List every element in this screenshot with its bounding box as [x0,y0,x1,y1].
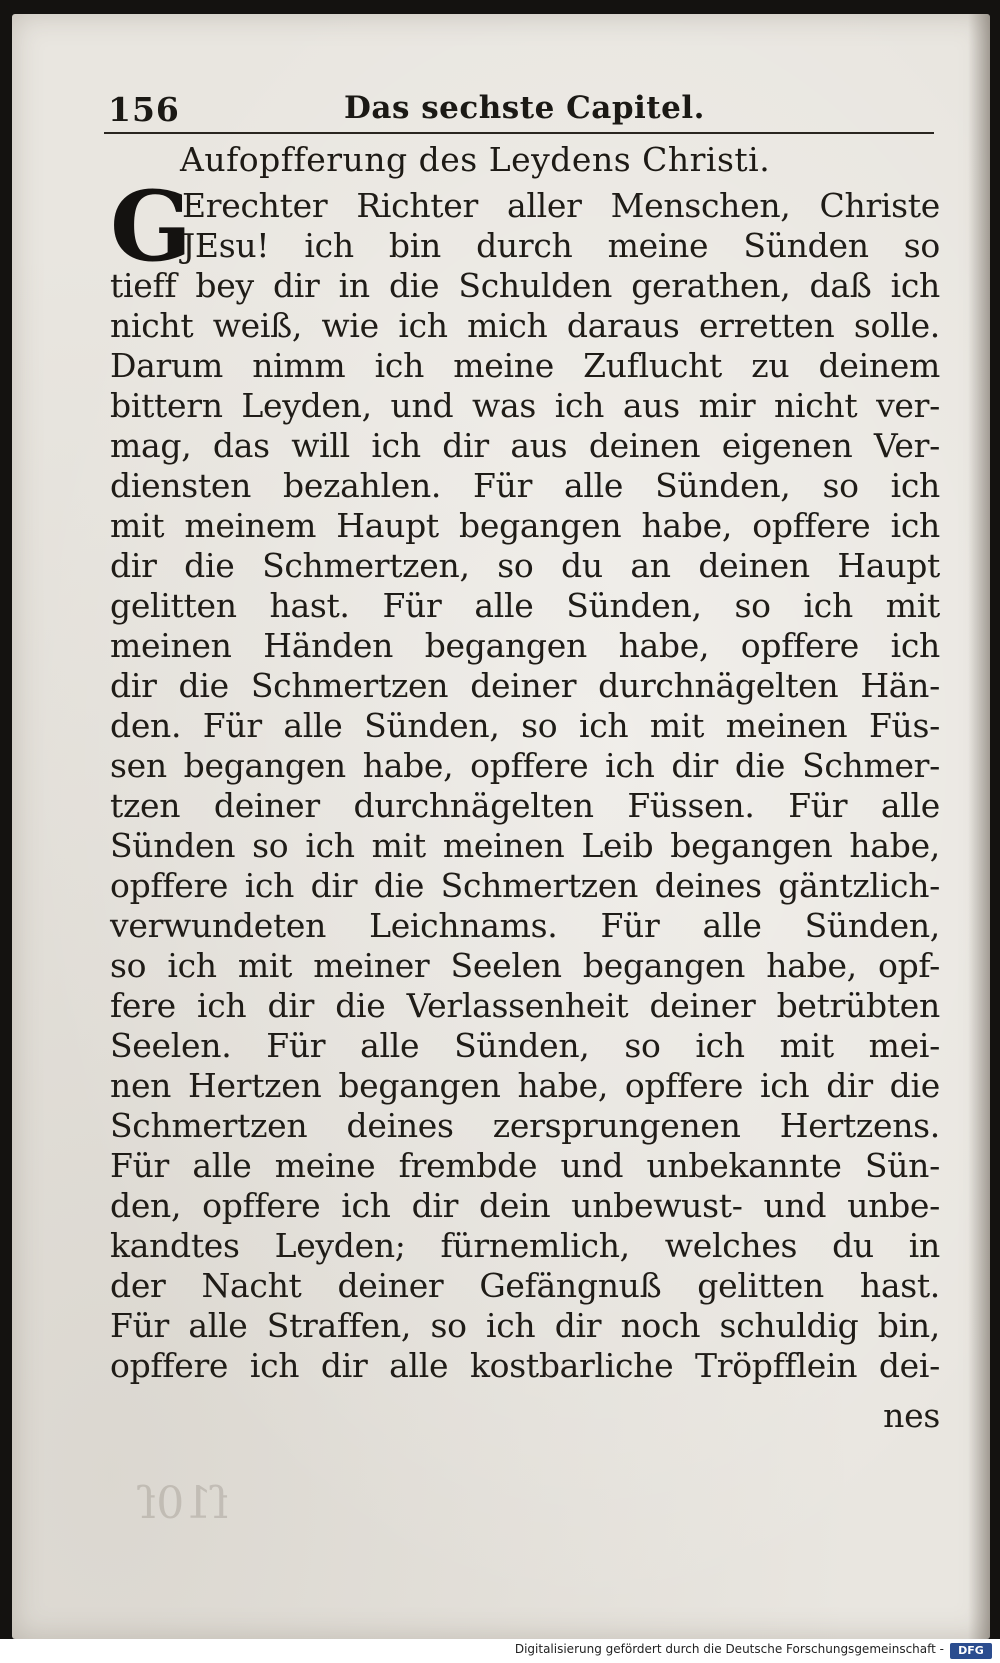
text-line: diensten bezahlen. Für alle Sünden, so ich [110,466,940,505]
text-line: fere ich dir die Verlassenheit deiner betrübten [110,986,940,1025]
drop-cap: G [110,170,192,283]
text-line: den. Für alle Sünden, so ich mit meinen Füs- [110,706,940,745]
text-line: opffere ich dir alle kostbarliche Tröpfflein dei- [110,1346,940,1385]
dfg-credit-text: Digitalisierung gefördert durch die Deutsche Forschungsgemeinschaft - [514,1642,944,1656]
page-header [104,82,934,128]
text-line: tzen deiner durchnägelten Füssen. Für alle [110,786,940,825]
show-through-bleed: ſ10ſ [140,1478,229,1529]
text-line: Schmertzen deines zersprungenen Hertzens. [110,1106,940,1145]
text-line: Darum nimm ich meine Zuflucht zu deinem [110,346,940,385]
text-line: opffere ich dir die Schmertzen deines gäntzlich- [110,866,940,905]
text-line: Erechter Richter aller Menschen, Christe [182,186,940,225]
text-line: kandtes Leyden; fürnemlich, welches du in [110,1226,940,1265]
text-line: Für alle Straffen, so ich dir noch schuldig bin, [110,1306,940,1345]
digitization-footer [0,1639,1000,1663]
text-line: sen begangen habe, opffere ich dir die Schmer- [110,746,940,785]
text-line: mag, das will ich dir aus deinen eigenen Ver- [110,426,940,465]
page-gutter-shadow [968,14,990,1639]
text-line: so ich mit meiner Seelen begangen habe, opf- [110,946,940,985]
text-line: mit meinem Haupt begangen habe, opffere ich [110,506,940,545]
dfg-logo-icon[interactable]: DFG [950,1643,992,1659]
text-line: Für alle meine frembde und unbekannte Sün- [110,1146,940,1185]
text-line: verwundeten Leichnams. Für alle Sünden, [110,906,940,945]
catchword: nes [883,1396,940,1435]
text-line: nicht weiß, wie ich mich daraus erretten solle. [110,306,940,345]
text-line: tieff bey dir in die Schulden gerathen, daß ich [110,266,940,305]
text-line: nen Hertzen begangen habe, opffere ich dir die [110,1066,940,1105]
text-line: Sünden so ich mit meinen Leib begangen habe, [110,826,940,865]
text-line: meinen Händen begangen habe, opffere ich [110,626,940,665]
section-title: Aufopfferung des Leydens Christi. [180,140,771,179]
header-rule [104,132,934,134]
text-line: dir die Schmertzen, so du an deinen Haupt [110,546,940,585]
text-line: Seelen. Für alle Sünden, so ich mit mei- [110,1026,940,1065]
text-line: gelitten hast. Für alle Sünden, so ich mit [110,586,940,625]
text-line: bittern Leyden, und was ich aus mir nicht ver- [110,386,940,425]
text-line: den, opffere ich dir dein unbewust- und unbe- [110,1186,940,1225]
page-number: 156 [108,90,180,129]
running-head: Das sechste Capitel. [344,90,705,126]
text-line: dir die Schmertzen deiner durchnägelten Hän- [110,666,940,705]
text-line: JEsu! ich bin durch meine Sünden so [182,226,940,265]
text-line: der Nacht deiner Gefängnuß gelitten hast. [110,1266,940,1305]
